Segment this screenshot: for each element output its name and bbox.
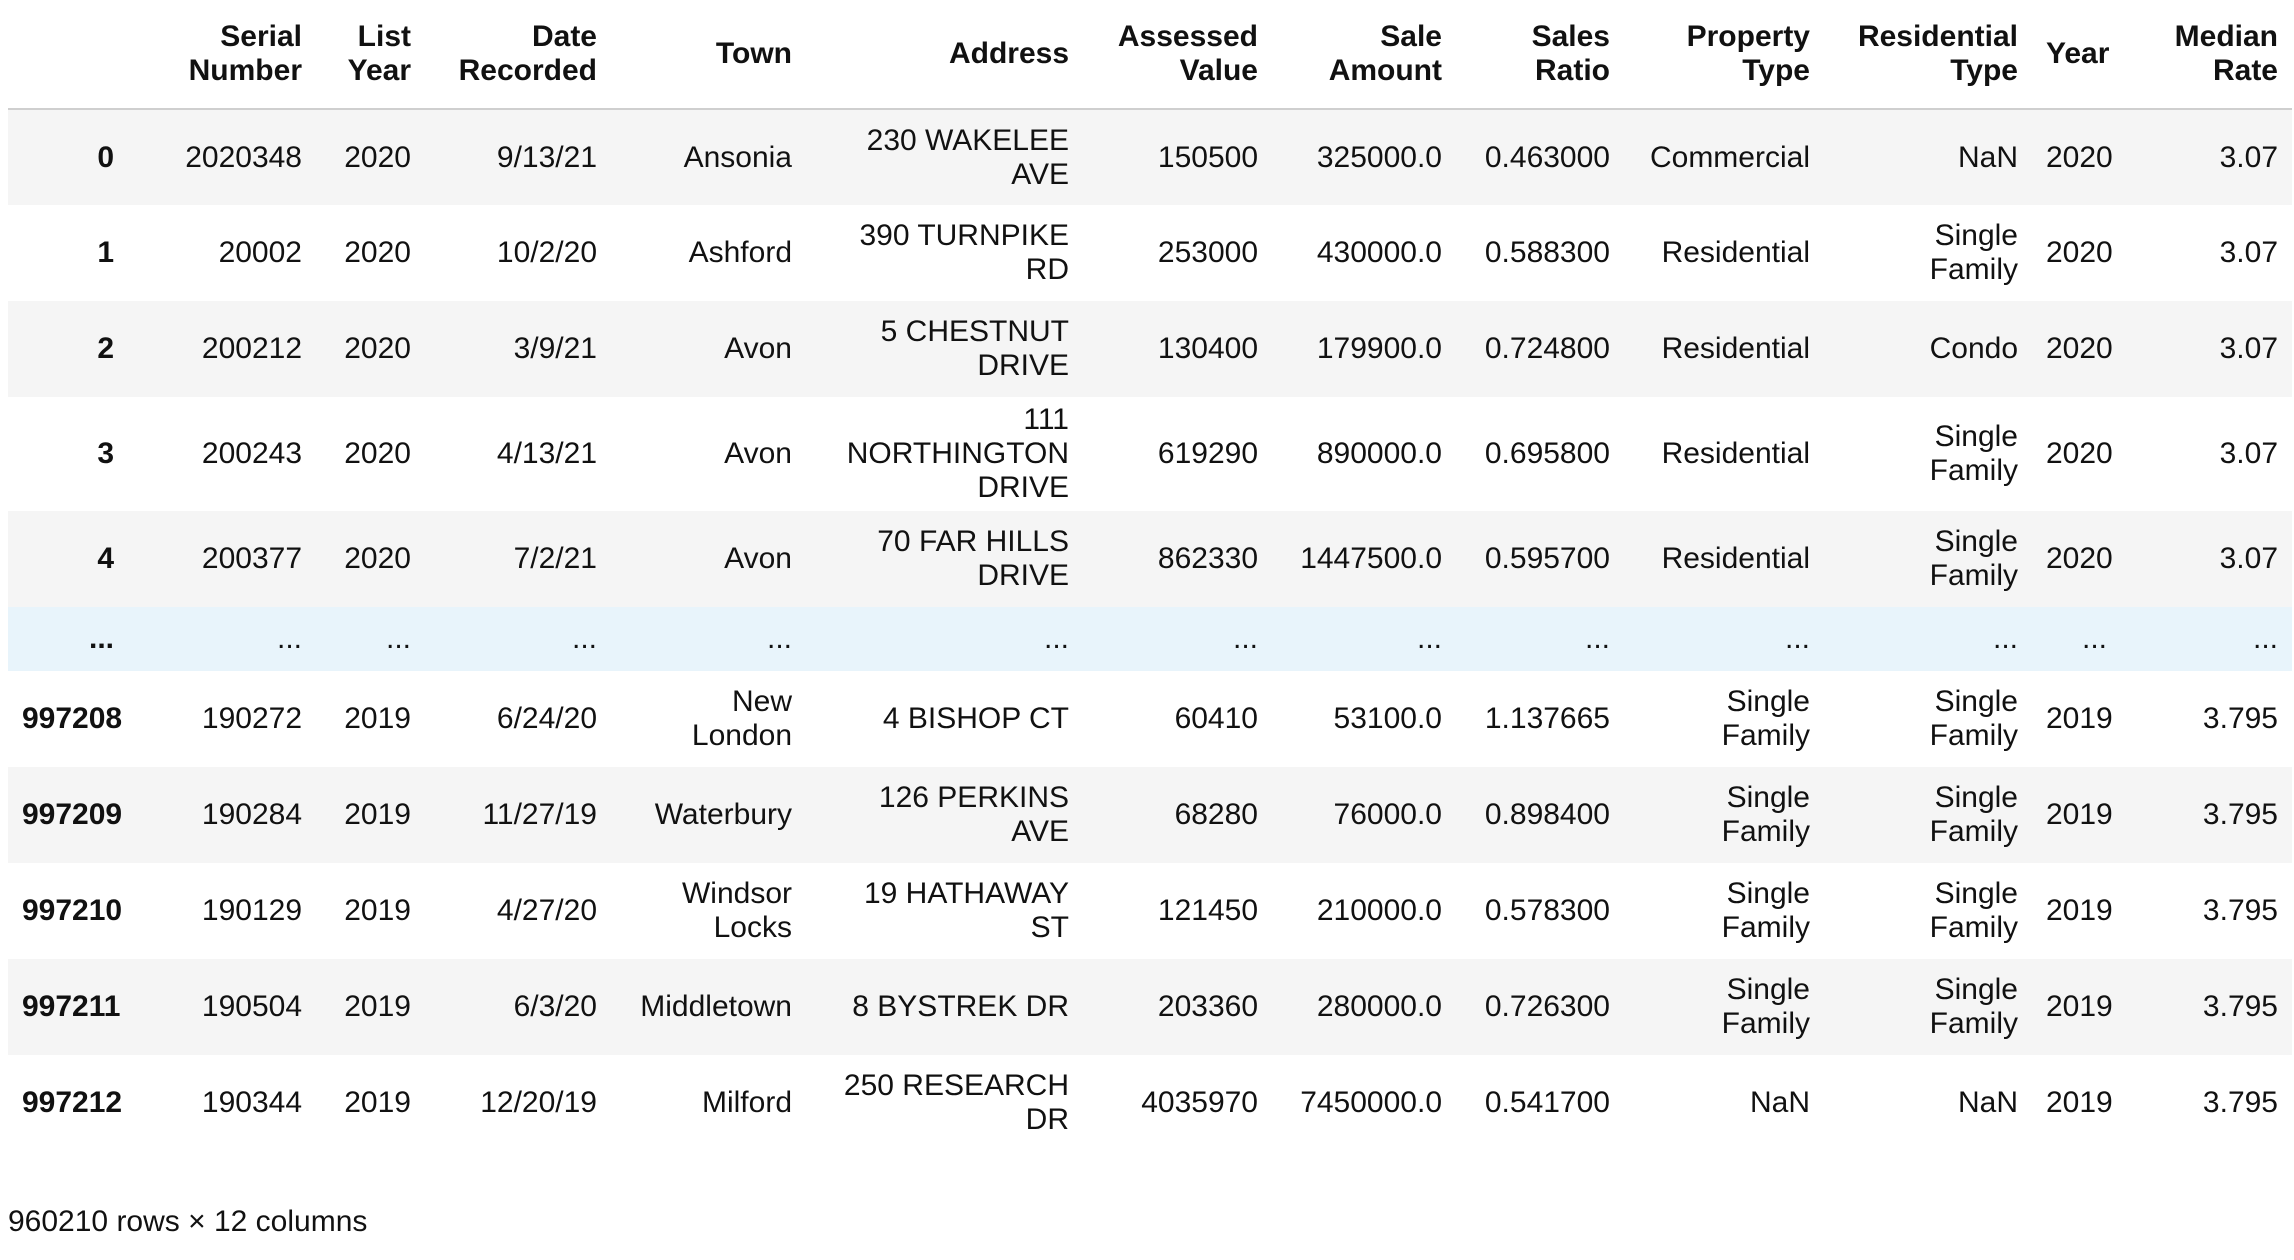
row-index: 997211 xyxy=(22,990,121,1023)
table-cell: 3.795 xyxy=(2202,702,2278,735)
table-cell: Waterbury xyxy=(654,798,792,831)
table-cell: 2019 xyxy=(2046,702,2113,735)
table-cell: Windsor Locks xyxy=(681,877,792,944)
table-cell: 253000 xyxy=(1157,236,1258,269)
ellipsis-row xyxy=(8,607,2292,671)
table-cell: ... xyxy=(385,622,411,655)
column-header: Median Rate xyxy=(2121,0,2292,109)
table-cell: ... xyxy=(571,622,597,655)
table-cell: 619290 xyxy=(1157,437,1258,470)
table-cell: Single Family xyxy=(1721,973,1810,1040)
table-cell: 1.137665 xyxy=(1484,702,1610,735)
table-cell: 390 TURNPIKE RD xyxy=(859,219,1069,286)
table-cell: 179900.0 xyxy=(1316,332,1442,365)
table-row xyxy=(8,205,2292,301)
table-cell: 68280 xyxy=(1174,798,1258,831)
table-cell: New London xyxy=(691,685,792,752)
table-cell: 200212 xyxy=(201,332,302,365)
dataframe-output xyxy=(8,0,2292,1151)
row-index: 997209 xyxy=(22,798,123,831)
table-cell: 121450 xyxy=(1157,894,1258,927)
table-cell: ... xyxy=(2252,622,2278,655)
table-row xyxy=(8,767,2292,863)
table-cell: 2019 xyxy=(344,894,411,927)
table-cell: 6/3/20 xyxy=(513,990,597,1023)
row-index: 2 xyxy=(97,332,114,365)
table-cell: 3.795 xyxy=(2202,894,2278,927)
table-cell: 76000.0 xyxy=(1333,798,1442,831)
table-cell: NaN xyxy=(1749,1086,1810,1119)
column-header: Sale Amount xyxy=(1272,0,1456,109)
table-cell: 2020 xyxy=(2046,332,2113,365)
table-cell: Residential xyxy=(1661,437,1810,470)
table-cell: 0.898400 xyxy=(1484,798,1610,831)
table-cell: Single Family xyxy=(1721,685,1810,752)
table-cell: 10/2/20 xyxy=(496,236,597,269)
table-cell: 19 HATHAWAY ST xyxy=(863,877,1069,944)
table-cell: 862330 xyxy=(1157,542,1258,575)
table-cell: 325000.0 xyxy=(1316,140,1442,174)
table-cell: Single Family xyxy=(1929,525,2018,592)
table-cell: 3.795 xyxy=(2202,990,2278,1023)
table-cell: 430000.0 xyxy=(1316,236,1442,269)
table-cell: Single Family xyxy=(1929,420,2018,487)
table-cell: 0.588300 xyxy=(1484,236,1610,269)
column-header: Address xyxy=(806,0,1083,109)
table-cell: 2020 xyxy=(2046,437,2113,470)
table-cell: 150500 xyxy=(1157,140,1258,174)
table-cell: 4035970 xyxy=(1141,1086,1258,1119)
table-cell: NaN xyxy=(1957,1086,2018,1119)
table-cell: 2020 xyxy=(344,437,411,470)
table-cell: 203360 xyxy=(1157,990,1258,1023)
table-cell: Single Family xyxy=(1929,877,2018,944)
table-cell: 280000.0 xyxy=(1316,990,1442,1023)
table-cell: 53100.0 xyxy=(1333,702,1442,735)
table-cell: 4/13/21 xyxy=(496,437,597,470)
table-row xyxy=(8,863,2292,959)
table-row xyxy=(8,397,2292,511)
row-index: 997210 xyxy=(22,894,123,927)
table-cell: 2019 xyxy=(2046,990,2113,1023)
column-header: Town xyxy=(611,0,806,109)
table-cell: 2019 xyxy=(2046,1086,2113,1119)
table-cell: 2019 xyxy=(2046,798,2113,831)
table-row xyxy=(8,671,2292,767)
table-cell: 0.595700 xyxy=(1484,542,1610,575)
row-index: 4 xyxy=(97,542,114,575)
table-cell: 890000.0 xyxy=(1316,437,1442,470)
table-cell: 11/27/19 xyxy=(482,798,597,831)
table-cell: ... xyxy=(1784,622,1810,655)
table-cell: 2019 xyxy=(344,990,411,1023)
table-cell: 2019 xyxy=(344,702,411,735)
header-row xyxy=(8,0,2292,109)
column-header: Sales Ratio xyxy=(1456,0,1624,109)
column-header: List Year xyxy=(316,0,425,109)
table-cell: 2020 xyxy=(344,236,411,269)
table-cell: 3.07 xyxy=(2219,140,2278,174)
dataframe-table xyxy=(8,0,2292,1151)
table-cell: ... xyxy=(1992,622,2018,655)
table-cell: 3.07 xyxy=(2219,542,2278,575)
table-cell: 3/9/21 xyxy=(513,332,597,365)
table-cell: 190344 xyxy=(201,1086,302,1119)
table-cell: 4/27/20 xyxy=(496,894,597,927)
table-cell: 3.07 xyxy=(2219,332,2278,365)
table-cell: 3.07 xyxy=(2219,236,2278,269)
table-cell: 4 BISHOP CT xyxy=(882,702,1069,735)
dataframe-shape-caption: 960210 rows × 12 columns xyxy=(8,1205,368,1238)
row-index: 3 xyxy=(97,437,114,470)
table-cell: Avon xyxy=(724,437,792,470)
table-cell: 126 PERKINS AVE xyxy=(878,781,1069,848)
table-cell: Avon xyxy=(724,332,792,365)
table-cell: 2020348 xyxy=(185,140,302,174)
column-header: Residential Type xyxy=(1824,0,2032,109)
table-cell: 7/2/21 xyxy=(513,542,597,575)
table-cell: Single Family xyxy=(1929,219,2018,286)
column-header: Date Recorded xyxy=(425,0,611,109)
table-cell: 0.695800 xyxy=(1484,437,1610,470)
table-cell: 3.795 xyxy=(2202,798,2278,831)
table-cell: Single Family xyxy=(1929,781,2018,848)
table-cell: 2020 xyxy=(2046,140,2113,174)
table-cell: NaN xyxy=(1957,140,2018,174)
table-cell: 2020 xyxy=(2046,236,2113,269)
table-cell: 210000.0 xyxy=(1316,894,1442,927)
table-cell: 250 RESEARCH DR xyxy=(843,1069,1069,1136)
table-cell: 70 FAR HILLS DRIVE xyxy=(877,525,1069,592)
table-cell: 0.463000 xyxy=(1484,140,1610,174)
table-cell: Residential xyxy=(1661,542,1810,575)
table-cell: 60410 xyxy=(1174,702,1258,735)
column-header: Assessed Value xyxy=(1083,0,1272,109)
table-row xyxy=(8,1055,2292,1151)
table-cell: Middletown xyxy=(640,990,792,1023)
table-cell: 190272 xyxy=(201,702,302,735)
table-cell: 190129 xyxy=(201,894,302,927)
table-row xyxy=(8,511,2292,607)
table-cell: 2019 xyxy=(2046,894,2113,927)
table-cell: 230 WAKELEE AVE xyxy=(866,123,1069,191)
table-cell: 111 NORTHINGTON DRIVE xyxy=(846,403,1069,504)
table-cell: 2019 xyxy=(344,1086,411,1119)
table-cell: 200243 xyxy=(201,437,302,470)
table-cell: ... xyxy=(276,622,302,655)
index-header xyxy=(8,0,128,109)
table-cell: 200377 xyxy=(201,542,302,575)
table-row xyxy=(8,959,2292,1055)
table-cell: Residential xyxy=(1661,236,1810,269)
table-cell: Single Family xyxy=(1721,877,1810,944)
table-cell: 190504 xyxy=(201,990,302,1023)
table-row xyxy=(8,109,2292,205)
table-cell: Single Family xyxy=(1929,685,2018,752)
table-cell: ... xyxy=(1232,622,1258,655)
table-cell: 130400 xyxy=(1157,332,1258,365)
table-cell: 5 CHESTNUT DRIVE xyxy=(880,315,1069,382)
row-index: 1 xyxy=(97,236,114,269)
table-cell: Commercial xyxy=(1649,140,1810,174)
table-cell: ... xyxy=(766,622,792,655)
table-cell: Single Family xyxy=(1721,781,1810,848)
column-header: Property Type xyxy=(1624,0,1824,109)
table-cell: 20002 xyxy=(218,236,302,269)
table-cell: ... xyxy=(1416,622,1442,655)
table-cell: 0.726300 xyxy=(1484,990,1610,1023)
table-cell: 6/24/20 xyxy=(496,702,597,735)
table-cell: ... xyxy=(1043,622,1069,655)
table-cell: 2020 xyxy=(344,332,411,365)
table-cell: 190284 xyxy=(201,798,302,831)
table-cell: 9/13/21 xyxy=(496,140,597,174)
table-cell: Milford xyxy=(701,1086,792,1119)
table-cell: 2019 xyxy=(344,798,411,831)
table-cell: 2020 xyxy=(344,542,411,575)
row-index: 997208 xyxy=(22,702,123,735)
table-cell: 3.07 xyxy=(2219,437,2278,470)
row-index: ... xyxy=(88,622,114,655)
table-cell: 8 BYSTREK DR xyxy=(852,990,1069,1023)
table-cell: 2020 xyxy=(344,140,411,174)
table-cell: 0.578300 xyxy=(1484,894,1610,927)
table-cell: Ansonia xyxy=(683,140,792,174)
table-cell: 12/20/19 xyxy=(480,1086,597,1119)
table-cell: 2020 xyxy=(2046,542,2113,575)
column-header: Year xyxy=(2032,0,2121,109)
table-cell: 0.724800 xyxy=(1484,332,1610,365)
table-cell: 3.795 xyxy=(2202,1086,2278,1119)
table-cell: Condo xyxy=(1929,332,2018,365)
table-cell: 1447500.0 xyxy=(1300,542,1442,575)
row-index: 997212 xyxy=(22,1086,123,1119)
table-cell: ... xyxy=(2081,622,2107,655)
table-cell: ... xyxy=(1584,622,1610,655)
table-cell: Ashford xyxy=(688,236,792,269)
row-index: 0 xyxy=(97,140,114,174)
table-cell: Residential xyxy=(1661,332,1810,365)
table-cell: Avon xyxy=(724,542,792,575)
table-cell: Single Family xyxy=(1929,973,2018,1040)
table-cell: 0.541700 xyxy=(1484,1086,1610,1119)
column-header: Serial Number xyxy=(128,0,316,109)
table-cell: 7450000.0 xyxy=(1300,1086,1442,1119)
table-row xyxy=(8,301,2292,397)
